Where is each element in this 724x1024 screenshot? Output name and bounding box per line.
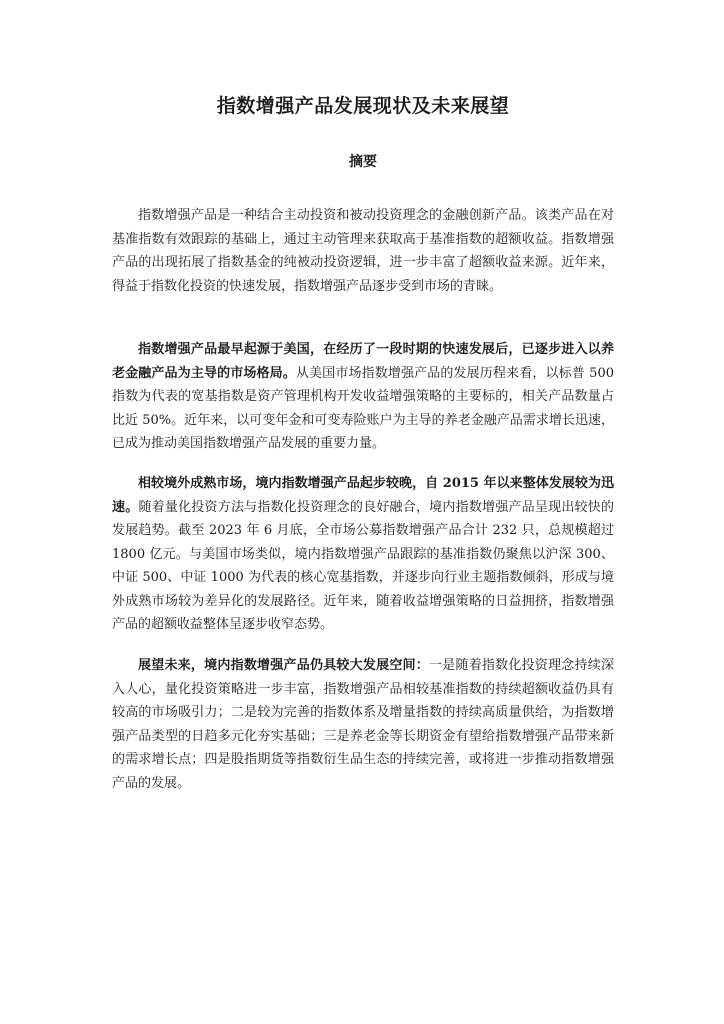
abstract-heading: 摘要 [349, 154, 377, 170]
paragraph-lead: 相较境外成熟市场，境内指数增强产品起步较晚，自 2015 年以来整体发展较为迅速。 [112, 476, 614, 515]
paragraph-body: 指数增强产品是一种结合主动投资和被动投资理念的金融创新产品。该类产品在对基准指数有效跟踪的基础上，通过主动管理来获取高于基准指数的超额收益。指数增强产品的出现拓展了指数基金的纯被动投资逻辑，进一步丰富了超额收益来源。近年来，得益于指数化投资的快速发展，指数增强产品逐步受到市场的青睐。 [112, 208, 614, 294]
document-title: 指数增强产品发展现状及未来展望 [216, 95, 510, 117]
abstract-paragraph-4 [112, 654, 614, 795]
abstract-paragraph-1 [112, 204, 614, 298]
paragraph-body: 一是随着指数化投资理念持续深入人心，量化投资策略进一步丰富，指数增强产品相较基准指数的持续超额收益仍具有较高的市场吸引力；二是较为完善的指数体系及增量指数的持续高质量供给，为指数增强产品类型的日趋多元化夯实基础；三是养老金等长期资金有望给指数增强产品带来新的需求增长点；四是股指期货等指数衍生品生态的持续完善，或将进一步推动指数增强产品的发展。 [112, 658, 614, 791]
abstract-paragraph-2 [112, 338, 614, 456]
abstract-paragraph-3 [112, 472, 614, 637]
paragraph-body: 随着量化投资方法与指数化投资理念的良好融合，境内指数增强产品呈现出较快的发展趋势。截至 2023 年 6 月底，全市场公募指数增强产品合计 232 只，总规模超过 1800 亿元。与美国市场类似，境内指数增强产品跟踪的基准指数仍聚焦以沪深 300、中证 500、中证 1000 为代表的核心宽基指数，并逐步向行业主题指数倾斜，形成与境外成熟市场较为差异化的发展路径。近年来，随着收益增强策略的日益拥挤，指数增强产品的超额收益整体呈逐步收窄态势。 [112, 499, 614, 632]
paragraph-lead: 展望未来，境内指数增强产品仍具较大发展空间： [138, 658, 430, 673]
paragraph-body: 从美国市场指数增强产品的发展历程来看，以标普 500 指数为代表的宽基指数是资产管理机构开发收益增强策略的主要标的，相关产品数量占比近 50%。近年来，以可变年金和可变寿险账户为主导的养老金融产品需求增长迅速，已成为推动美国指数增强产品发展的重要力量。 [112, 365, 614, 451]
paragraph-lead: 指数增强产品最早起源于美国，在经历了一段时期的快速发展后，已逐步进入以养老金融产品为主导的市场格局。 [112, 342, 614, 381]
